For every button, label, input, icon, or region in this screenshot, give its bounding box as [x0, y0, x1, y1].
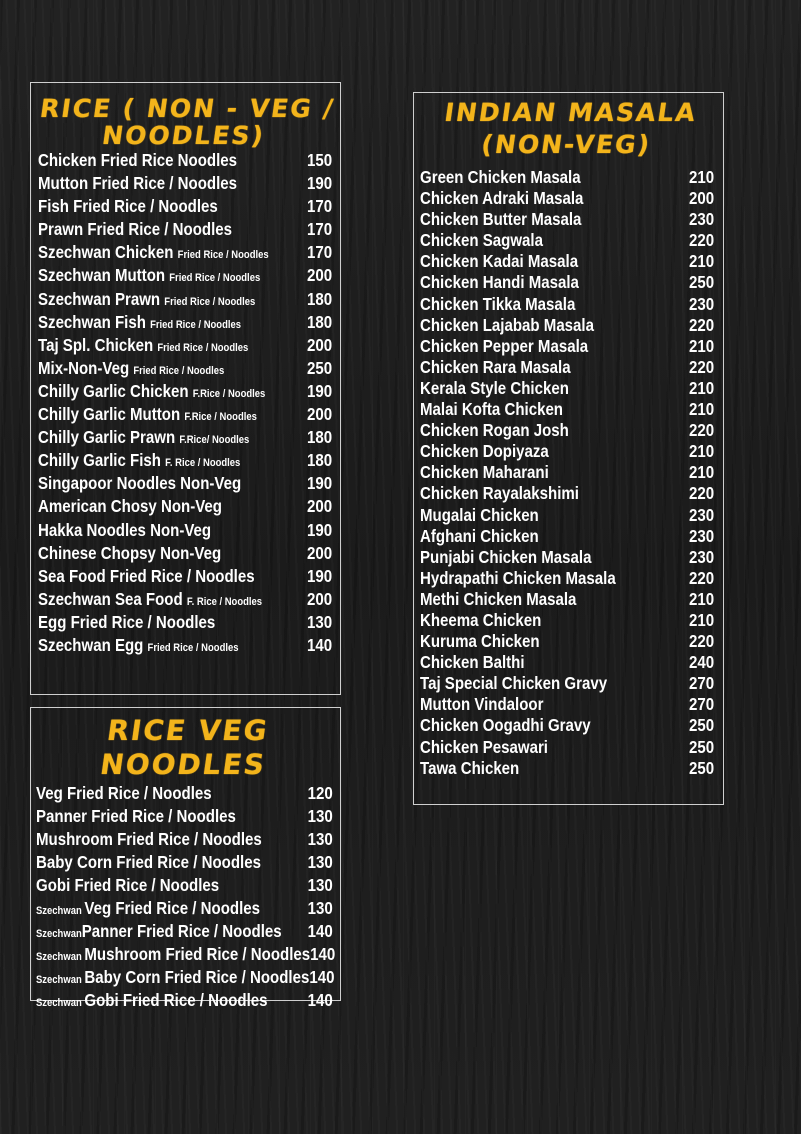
menu-item-price: 220 — [689, 420, 715, 441]
menu-item — [420, 652, 714, 673]
menu-item-name: Chicken Pesawari — [420, 736, 548, 757]
menu-item-name-sub: F. Rice / Noodles — [165, 457, 241, 470]
menu-item-name: Mutton Vindaloor — [420, 694, 544, 715]
menu-item-price: 130 — [307, 806, 333, 826]
menu-item — [420, 715, 714, 736]
menu-item-price: 200 — [307, 265, 333, 286]
menu-item-price: 190 — [307, 173, 333, 194]
menu-item — [420, 589, 714, 610]
menu-item-name: Chicken Balthi — [420, 652, 525, 673]
menu-item-price: 180 — [307, 288, 333, 309]
menu-item — [420, 378, 714, 399]
menu-item-name — [36, 851, 261, 874]
menu-item-price: 250 — [689, 715, 715, 736]
menu-item-name: Chicken Tikka Masala — [420, 293, 576, 314]
menu-item-name — [38, 149, 237, 172]
indian-masala-section — [413, 92, 724, 805]
menu-item-name-sub: Fried Rice / Noodles — [147, 641, 239, 654]
menu-item — [36, 851, 333, 874]
menu-item-name-main: Mushroom Fried Rice / Noodles — [84, 944, 311, 964]
menu-item-name — [38, 495, 222, 518]
menu-item-price: 140 — [310, 944, 336, 964]
menu-item-price: 200 — [307, 588, 333, 609]
menu-item-name — [38, 611, 215, 634]
menu-item-name: Chicken Butter Masala — [420, 209, 582, 230]
menu-item-name-main: Gobi Fried Rice / Noodles — [84, 990, 268, 1010]
menu-item-price: 210 — [689, 335, 715, 356]
menu-item-price: 230 — [689, 209, 715, 230]
menu-item-price: 190 — [307, 519, 333, 540]
menu-item-price: 210 — [689, 251, 715, 272]
menu-item — [36, 828, 333, 851]
menu-item — [36, 782, 333, 805]
rice-veg-section — [30, 707, 341, 1010]
menu-item-price: 180 — [307, 450, 333, 471]
menu-item-price: 130 — [307, 875, 333, 895]
menu-item-price: 200 — [307, 542, 333, 563]
menu-item-price: 210 — [689, 441, 715, 462]
menu-item-name: Kuruma Chicken — [420, 631, 540, 652]
menu-item-name-main: Hakka Noodles Non-Veg — [38, 519, 212, 540]
menu-item-name-main: Panner Fried Rice / Noodles — [81, 921, 282, 941]
menu-item — [36, 943, 336, 966]
menu-item — [420, 399, 714, 420]
menu-item — [420, 505, 714, 526]
menu-item-name: Chicken Rogan Josh — [420, 420, 569, 441]
menu-item-name — [38, 634, 239, 660]
menu-item-name: Chicken Pepper Masala — [420, 335, 589, 356]
menu-item — [420, 272, 714, 293]
menu-item-name — [36, 828, 262, 851]
menu-item — [36, 897, 333, 920]
menu-item — [38, 565, 332, 588]
indian-masala-list — [414, 167, 723, 779]
menu-item-price: 140 — [309, 967, 335, 987]
menu-item-price: 210 — [689, 462, 715, 483]
menu-item-name-sub: F.Rice / Noodles — [192, 387, 266, 400]
menu-item — [420, 483, 714, 504]
menu-item-name: Chicken Dopiyaza — [420, 441, 549, 462]
menu-item-name-sub: Fried Rice / Noodles — [157, 341, 249, 354]
menu-item — [420, 631, 714, 652]
menu-item-price: 140 — [307, 634, 333, 655]
indian-masala-title-line1: INDIAN MASALA — [442, 98, 699, 127]
menu-item — [38, 426, 332, 449]
menu-item-name-main: Baby Corn Fried Rice / Noodles — [84, 967, 310, 987]
menu-item-name-sub: Fried Rice / Noodles — [133, 364, 225, 377]
menu-item-price: 130 — [307, 898, 333, 918]
menu-item — [36, 920, 333, 943]
menu-item-name: Chicken Sagwala — [420, 230, 543, 251]
menu-item-price: 150 — [307, 150, 333, 170]
menu-item-price: 270 — [689, 694, 715, 715]
menu-item-price: 170 — [307, 242, 333, 263]
menu-item-name-prefix: Szechwan — [36, 951, 85, 963]
menu-item-price: 250 — [689, 272, 715, 293]
menu-item-price: 120 — [307, 783, 333, 803]
indian-masala-title-line2: (NON-VEG) — [479, 130, 654, 159]
menu-item — [420, 230, 714, 251]
menu-item-name — [38, 195, 218, 218]
menu-item — [420, 737, 714, 758]
menu-item-name: Methi Chicken Masala — [420, 588, 577, 609]
menu-item-price: 230 — [689, 525, 715, 546]
menu-item-name-main: Gobi Fried Rice / Noodles — [36, 875, 220, 895]
menu-item-price: 190 — [307, 565, 333, 586]
indian-masala-title — [410, 97, 728, 161]
menu-item-name-main: Szechwan Fish — [38, 311, 151, 332]
rice-nonveg-list — [31, 149, 340, 657]
menu-item — [36, 874, 333, 897]
menu-item-name: Chicken Adraki Masala — [420, 188, 584, 209]
menu-item-name-main: Veg Fried Rice / Noodles — [36, 783, 212, 803]
menu-item-name: Malai Kofta Chicken — [420, 399, 564, 420]
menu-item-name-main: Szechwan Mutton — [38, 265, 170, 286]
menu-item — [36, 966, 333, 989]
menu-item-name-main: Mutton Fried Rice / Noodles — [38, 173, 238, 194]
menu-item-price: 180 — [307, 311, 333, 332]
menu-item — [420, 336, 714, 357]
menu-item-name-main: Szechwan Sea Food — [38, 588, 187, 609]
rice-nonveg-title — [27, 95, 344, 149]
menu-item — [420, 610, 714, 631]
menu-item — [38, 334, 332, 357]
menu-item — [38, 218, 332, 241]
menu-item-name-sub: F.Rice / Noodles — [184, 411, 257, 424]
menu-item-name-sub: Fried Rice / Noodles — [177, 249, 269, 262]
menu-item-price: 210 — [689, 377, 715, 398]
menu-item-name-main: Mushroom Fried Rice / Noodles — [36, 829, 262, 849]
menu-item-name: Chicken Rara Masala — [420, 356, 571, 377]
menu-item-price: 210 — [689, 588, 715, 609]
menu-item-price: 220 — [689, 356, 715, 377]
menu-item-name-main: Prawn Fried Rice / Noodles — [38, 219, 233, 240]
menu-item-name-main: Szechwan Egg — [38, 634, 148, 655]
rice-veg-list — [31, 782, 340, 1012]
menu-item-name — [38, 172, 237, 195]
menu-item-name-prefix: Szechwan — [36, 997, 85, 1009]
menu-item-name: Kerala Style Chicken — [420, 377, 569, 398]
menu-item — [36, 989, 333, 1012]
menu-item — [38, 380, 332, 403]
menu-item — [38, 449, 332, 472]
menu-item-price: 130 — [307, 852, 333, 872]
menu-item-price: 220 — [689, 314, 715, 335]
menu-item-price: 220 — [689, 483, 715, 504]
menu-item — [38, 195, 332, 218]
menu-item — [420, 167, 714, 188]
menu-item-price: 190 — [307, 380, 333, 401]
menu-item-price: 230 — [689, 546, 715, 567]
rice-veg-title: RICE VEG NOODLES — [98, 714, 271, 781]
menu-item — [38, 288, 332, 311]
menu-item — [420, 694, 714, 715]
menu-item — [38, 149, 332, 172]
menu-item-price: 220 — [689, 567, 715, 588]
menu-item-name: Hydrapathi Chicken Masala — [420, 567, 616, 588]
menu-item-price: 230 — [689, 293, 715, 314]
menu-item-name-main: Singapoor Noodles Non-Veg — [38, 473, 242, 494]
menu-item — [420, 294, 714, 315]
menu-item-name-main: Chilly Garlic Fish — [38, 450, 166, 471]
rice-nonveg-title-line2: NOODLES) — [100, 121, 267, 150]
menu-item-name: Chicken Lajabab Masala — [420, 314, 594, 335]
menu-item-name-main: Veg Fried Rice / Noodles — [84, 898, 261, 918]
menu-item — [38, 634, 332, 657]
menu-item-name — [38, 519, 211, 542]
menu-item-name-prefix: Szechwan — [36, 974, 85, 986]
menu-item-name-prefix: Szechwan — [36, 928, 82, 940]
menu-item — [38, 241, 332, 264]
menu-item — [420, 188, 714, 209]
menu-item-name — [38, 472, 241, 495]
menu-item-price: 140 — [307, 990, 333, 1010]
menu-item-name-main: Panner Fried Rice / Noodles — [36, 806, 236, 826]
menu-item-name: Tawa Chicken — [420, 757, 520, 778]
menu-item-price: 140 — [307, 921, 333, 941]
menu-item-name: Afghani Chicken — [420, 525, 539, 546]
menu-item-name: Green Chicken Masala — [420, 167, 581, 187]
menu-item — [420, 420, 714, 441]
menu-item-name-main: Chilly Garlic Mutton — [38, 404, 185, 425]
menu-item-price: 250 — [689, 736, 715, 757]
menu-item — [36, 805, 333, 828]
menu-item-name — [36, 989, 268, 1015]
menu-item — [38, 172, 332, 195]
menu-item — [420, 758, 714, 779]
menu-item-price: 130 — [307, 611, 333, 632]
menu-item-price: 200 — [307, 334, 333, 355]
menu-item — [420, 251, 714, 272]
menu-item-price: 210 — [689, 399, 715, 420]
menu-item-name: Mugalai Chicken — [420, 504, 539, 525]
menu-item-price: 130 — [307, 829, 333, 849]
menu-item — [38, 519, 332, 542]
menu-item-name: Chicken Oogadhi Gravy — [420, 715, 591, 736]
menu-item-price: 230 — [689, 504, 715, 525]
menu-item-price: 210 — [689, 167, 715, 187]
menu-item-name-main: Chilly Garlic Chicken — [38, 380, 193, 401]
rice-nonveg-section — [30, 82, 341, 695]
menu-item-name-main: Szechwan Prawn — [38, 288, 165, 309]
menu-item — [420, 441, 714, 462]
menu-item — [38, 357, 332, 380]
menu-item-name: Chicken Handi Masala — [420, 272, 579, 293]
menu-item-name-main: Taj Spl. Chicken — [38, 334, 158, 355]
menu-item-price: 210 — [689, 609, 715, 630]
menu-item — [38, 264, 332, 287]
menu-item-price: 190 — [307, 473, 333, 494]
menu-item-name — [38, 565, 255, 588]
menu-item — [38, 495, 332, 518]
menu-item-name-sub: Fried Rice / Noodles — [169, 272, 261, 285]
menu-item-name-sub: F.Rice/ Noodles — [179, 434, 250, 447]
menu-item-name-sub: F. Rice / Noodles — [186, 595, 263, 608]
menu-item-name — [36, 782, 212, 805]
menu-item-price: 250 — [689, 757, 715, 778]
menu-item-name: Chicken Maharani — [420, 462, 549, 483]
menu-item — [420, 462, 714, 483]
menu-item — [420, 526, 714, 547]
menu-item — [420, 547, 714, 568]
menu-item — [38, 311, 332, 334]
menu-item-name-sub: Fried Rice / Noodles — [150, 318, 242, 331]
menu-item-name: Kheema Chicken — [420, 609, 542, 630]
menu-item-price: 220 — [689, 631, 715, 652]
menu-item-price: 220 — [689, 230, 715, 251]
menu-item-name-main: Sea Food Fried Rice / Noodles — [38, 565, 255, 586]
menu-item-price: 200 — [689, 188, 715, 209]
menu-item — [38, 542, 332, 565]
menu-item-name-main: Egg Fried Rice / Noodles — [38, 611, 216, 632]
menu-item-name-prefix: Szechwan — [36, 905, 85, 917]
menu-item-name-main: American Chosy Non-Veg — [38, 496, 222, 517]
menu-item-price: 270 — [689, 673, 715, 694]
menu-item-name-main: Mix-Non-Veg — [38, 357, 134, 378]
menu-item-name-main: Fish Fried Rice / Noodles — [38, 196, 218, 217]
menu-item-price: 200 — [307, 404, 333, 425]
menu-item-price: 180 — [307, 427, 333, 448]
menu-item-name — [38, 218, 232, 241]
menu-item — [420, 357, 714, 378]
menu-item-price: 200 — [307, 496, 333, 517]
menu-item — [420, 673, 714, 694]
menu-item-name-sub: Fried Rice / Noodles — [164, 295, 256, 308]
menu-item-name: Punjabi Chicken Masala — [420, 546, 592, 567]
menu-item-name-main: Chinese Chopsy Non-Veg — [38, 542, 222, 563]
menu-item-name — [36, 874, 219, 897]
menu-item — [38, 403, 332, 426]
menu-item — [38, 472, 332, 495]
menu-item-price: 170 — [307, 219, 333, 240]
menu-item-price: 250 — [307, 357, 333, 378]
rice-nonveg-title-line1: RICE ( NON - VEG / — [38, 94, 337, 123]
menu-item — [420, 209, 714, 230]
menu-item — [420, 568, 714, 589]
menu-item-name — [36, 805, 236, 828]
menu-item-name — [38, 542, 221, 565]
menu-item — [38, 588, 332, 611]
menu-item-price: 170 — [307, 196, 333, 217]
menu-item — [38, 611, 332, 634]
menu-item-name: Chicken Rayalakshimi — [420, 483, 579, 504]
menu-item-name-main: Chicken Fried Rice Noodles — [38, 150, 238, 170]
menu-item-name-main: Chilly Garlic Prawn — [38, 427, 180, 448]
menu-item-name: Taj Special Chicken Gravy — [420, 673, 608, 694]
menu-item-name: Chicken Kadai Masala — [420, 251, 579, 272]
menu-item-name-main: Szechwan Chicken — [38, 242, 178, 263]
menu-item-price: 240 — [689, 652, 715, 673]
menu-item-name-main: Baby Corn Fried Rice / Noodles — [36, 852, 261, 872]
menu-item — [420, 315, 714, 336]
